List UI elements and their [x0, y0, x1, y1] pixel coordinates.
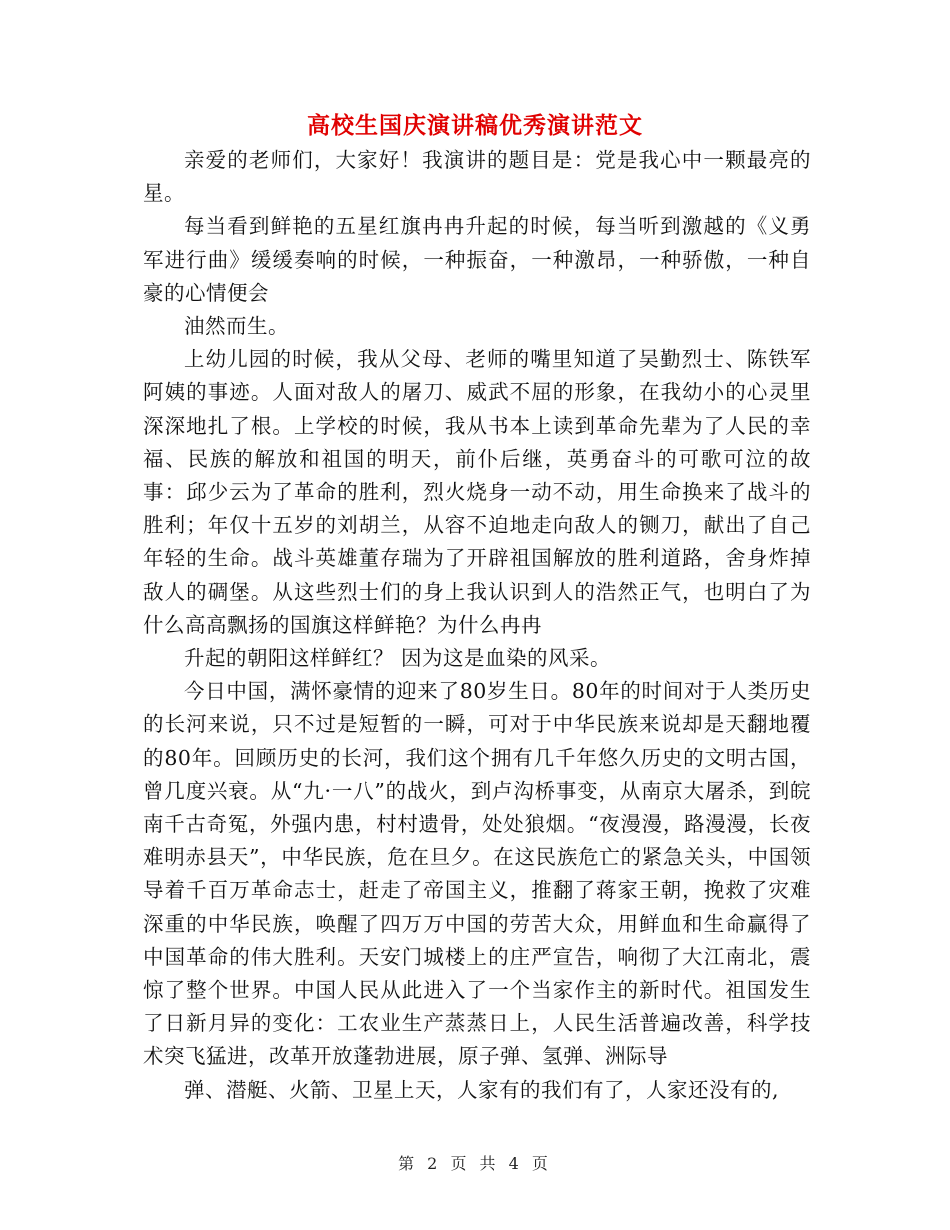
document-body: [143, 144, 811, 1107]
paragraph-heroes: 上幼儿园的时候，我从父母、老师的嘴里知道了吴勤烈士、陈铁军阿姨的事迹。人面对敌人的屠刀、威武不屈的形象，在我幼小的心灵里深深地扎了根。上学校的时候，我从书本上读到革命先辈为了人民的幸福、民族的解放和祖国的明天，前仆后继，英勇奋斗的可歌可泣的故事：邱少云为了革命的胜利，烈火烧身一动不动，用生命换来了战斗的胜利；年仅十五岁的刘胡兰，从容不迫地走向敌人的铡刀，献出了自己年轻的生命。战斗英雄董存瑞为了开辟祖国解放的胜利道路，舍身炸掉敌人的碉堡。从这些烈士们的身上我认识到人的浩然正气，也明白了为什么高高飘扬的国旗这样鲜艳？为什么冉冉: [143, 347, 811, 637]
page-number-footer: 第 2 页 共 4 页: [398, 1154, 552, 1173]
paragraph-arise: 油然而生。: [184, 314, 289, 339]
document-title: 高校生国庆演讲稿优秀演讲范文: [307, 112, 643, 139]
paragraph-sun: 升起的朝阳这样鲜红？ 因为这是血染的风采。: [184, 646, 612, 671]
paragraph-history: 今日中国，满怀豪情的迎来了80岁生日。80年的时间对于人类历史的长河来说，只不过是短暂的一瞬，可对于中华民族来说却是天翻地覆的80年。回顾历史的长河，我们这个拥有几千年悠久历史的文明古国，曾几度兴衰。从“九·一八”的战火，到卢沟桥事变，从南京大屠杀，到皖南千古奇冤，外强内患，村村遗骨，处处狼烟。“夜漫漫，路漫漫，长夜难明赤县天”，中华民族，危在旦夕。在这民族危亡的紧急关头，中国领导着千百万革命志士，赶走了帝国主义，推翻了蒋家王朝，挽救了灾难深重的中华民族，唤醒了四万万中国的劳苦大众，用鲜血和生命赢得了中国革命的伟大胜利。天安门城楼上的庄严宣告，响彻了大江南北，震惊了整个世界。中国人民从此进入了一个当家作主的新时代。祖国发生了日新月异的变化：工农业生产蒸蒸日上，人民生活普遍改善，科学技术突飞猛进，改革开放蓬勃进展，原子弹、氢弹、洲际导: [143, 679, 811, 1069]
paragraph-greeting: 亲爱的老师们，大家好！我演讲的题目是：党是我心中一颗最亮的星。: [143, 148, 811, 206]
paragraph-flag: 每当看到鲜艳的五星红旗冉冉升起的时候，每当听到激越的《义勇军进行曲》缓缓奏响的时候，一种振奋，一种激昂，一种骄傲，一种自豪的心情便会: [143, 214, 811, 305]
paragraph-achievements: 弹、潜艇、火箭、卫星上天，人家有的我们有了，人家还没有的,: [184, 1077, 780, 1102]
